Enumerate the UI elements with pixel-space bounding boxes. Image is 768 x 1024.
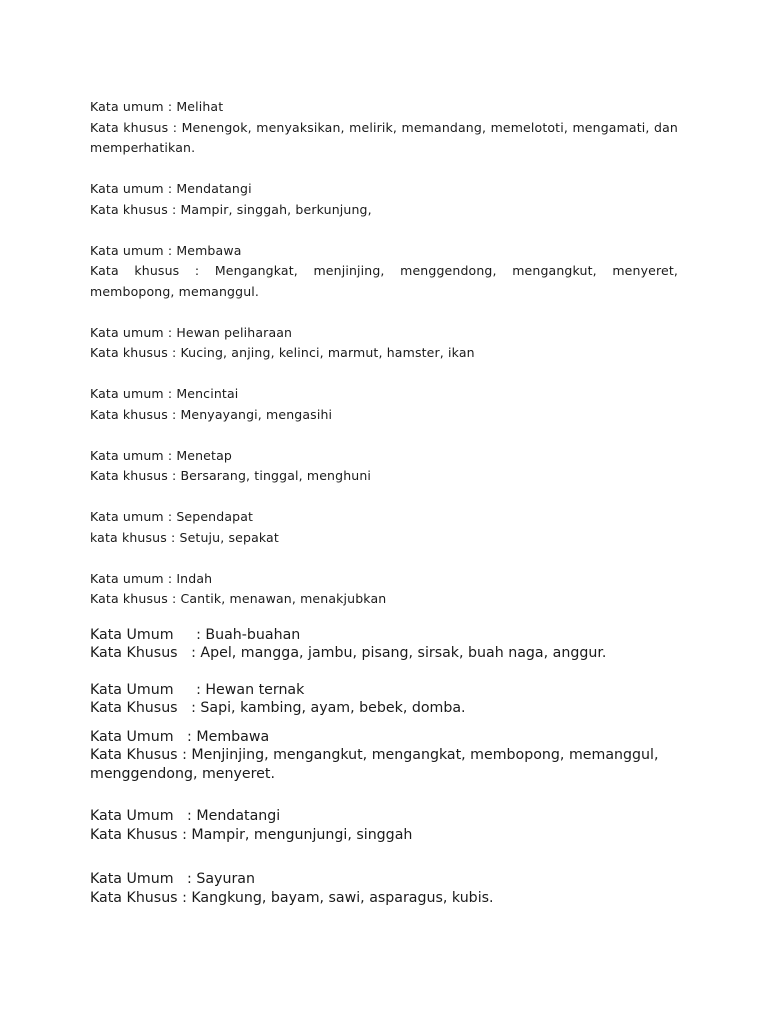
kata-khusus-line: Kata khusus : Cantik, menawan, menakjubkan <box>90 591 387 606</box>
kata-umum-line: Kata umum : Sependapat <box>90 509 254 524</box>
kata-umum-line: Kata Umum : Buah-buahan <box>90 626 301 643</box>
kata-khusus-line: Kata khusus : Mengangkat, menjinjing, menggendong, mengangkut, menyeret, <box>90 263 678 278</box>
kata-khusus-line: Kata Khusus : Sapi, kambing, ayam, bebek, domba. <box>90 700 466 716</box>
kata-umum-line: Kata umum : Melihat <box>90 99 224 114</box>
kata-umum-line: Kata umum : Indah <box>90 570 213 586</box>
kata-umum-line: Kata umum : Membawa <box>90 242 242 258</box>
kata-khusus-line: Kata khusus : Bersarang, tinggal, menghuni <box>90 468 372 483</box>
entry-sayuran <box>90 870 678 907</box>
kata-umum-line: Kata umum : Mencintai <box>90 386 239 401</box>
kata-khusus-continuation: menggendong, menyeret. <box>90 765 275 782</box>
kata-umum-line: Kata umum : Mendatangi <box>90 181 252 196</box>
entry-buah-buahan <box>90 626 678 663</box>
entry-mencintai <box>90 384 678 425</box>
entry-membawa <box>90 241 678 303</box>
kata-umum-line: Kata Umum : Hewan ternak <box>90 681 305 698</box>
kata-umum-line: Kata umum : Hewan peliharaan <box>90 324 293 340</box>
entry-hewan-peliharaan <box>90 323 678 364</box>
entry-mendatangi-2 <box>90 807 678 844</box>
entry-menetap <box>90 446 678 487</box>
kata-khusus-line: Kata khusus : Menengok, menyaksikan, melirik, memandang, memelototi, mengamati, dan <box>90 119 678 135</box>
kata-khusus-continuation: membopong, memanggul. <box>90 283 260 299</box>
kata-umum-line: Kata Umum : Mendatangi <box>90 808 281 824</box>
entry-sependapat <box>90 507 678 548</box>
entry-indah <box>90 569 678 610</box>
entry-membawa-2 <box>90 728 678 784</box>
kata-umum-line: Kata Umum : Sayuran <box>90 871 255 887</box>
kata-khusus-line: Kata khusus : Menyayangi, mengasihi <box>90 406 333 422</box>
kata-umum-line: Kata umum : Menetap <box>90 447 232 463</box>
kata-khusus-line: Kata Khusus : Menjinjing, mengangkut, mengangkat, membopong, memanggul, <box>90 747 659 763</box>
entry-hewan-ternak <box>90 681 678 718</box>
kata-khusus-line: Kata Khusus : Apel, mangga, jambu, pisang, sirsak, buah naga, anggur. <box>90 645 607 661</box>
kata-khusus-line: Kata Khusus : Kangkung, bayam, sawi, asparagus, kubis. <box>90 889 494 906</box>
kata-khusus-line: Kata khusus : Mampir, singgah, berkunjung, <box>90 201 372 217</box>
kata-khusus-line: Kata Khusus : Mampir, mengunjungi, singgah <box>90 826 413 843</box>
entry-melihat <box>90 97 678 159</box>
kata-khusus-line: kata khusus : Setuju, sepakat <box>90 529 279 545</box>
kata-khusus-continuation: memperhatikan. <box>90 140 196 155</box>
document-page <box>90 97 678 925</box>
kata-khusus-line: Kata khusus : Kucing, anjing, kelinci, marmut, hamster, ikan <box>90 345 475 360</box>
kata-umum-line: Kata Umum : Membawa <box>90 728 270 745</box>
entry-mendatangi <box>90 179 678 220</box>
